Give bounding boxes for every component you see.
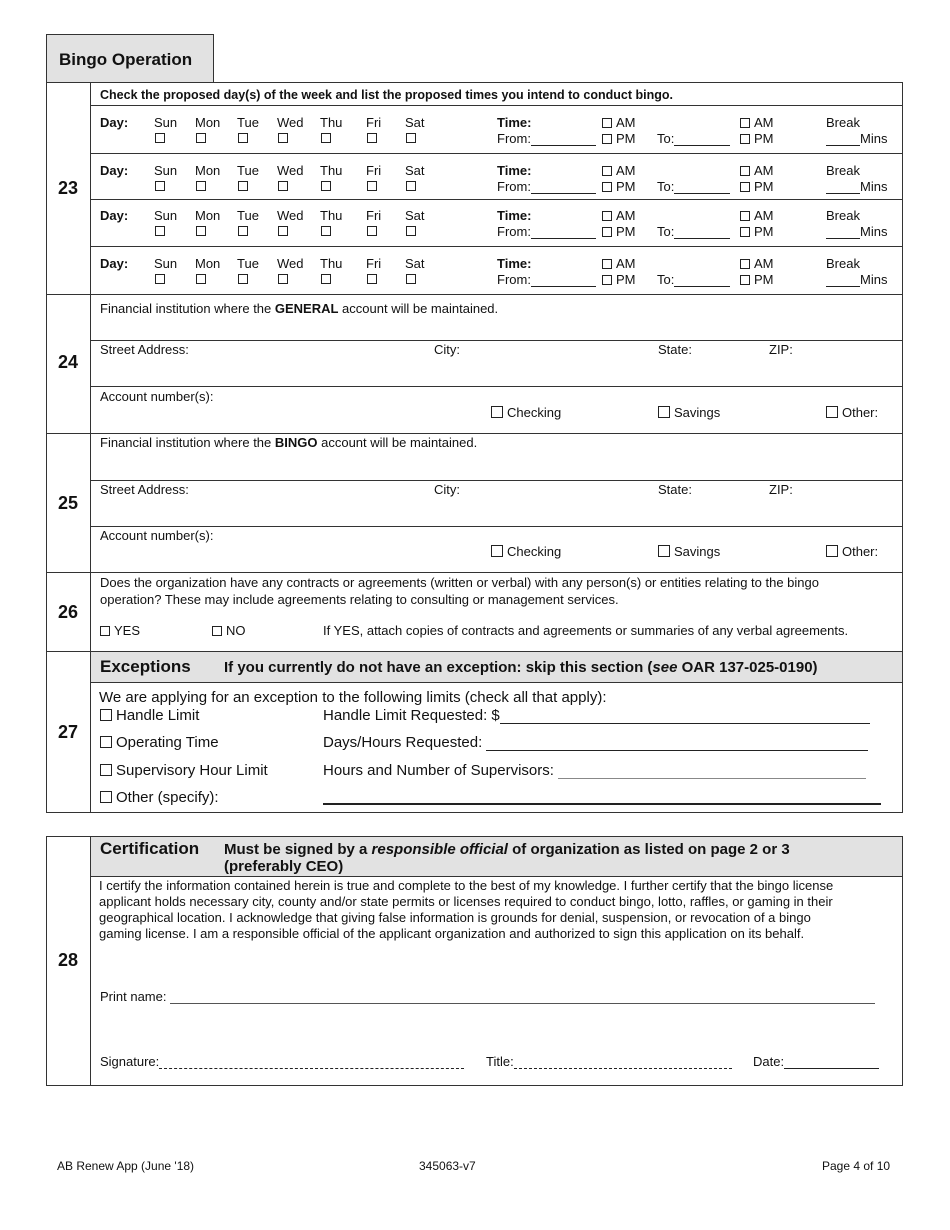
day-option[interactable] [277, 115, 304, 145]
day-name: Thu [320, 256, 343, 271]
day-option[interactable] [366, 208, 381, 238]
day-name: Mon [195, 115, 221, 130]
to-field[interactable]: To: [657, 179, 730, 194]
footer-left: AB Renew App (June '18) [57, 1159, 195, 1173]
checkbox-icon[interactable] [740, 259, 750, 269]
s27-supervisory-limit[interactable]: Supervisory Hour Limit [100, 762, 268, 779]
day-name: Fri [366, 256, 382, 271]
s28-header-note-line2: (preferably CEO) [224, 858, 344, 875]
checkbox-icon[interactable] [740, 118, 750, 128]
s24-city-label: City: [434, 342, 460, 357]
day-option[interactable] [320, 163, 342, 193]
checkbox-icon[interactable] [826, 406, 838, 418]
s28-header-note: Must be signed by a responsible official of organization as listed on page 2 or 3 [224, 841, 790, 858]
to-am[interactable]: AM [740, 115, 774, 130]
day-name: Tue [237, 115, 259, 130]
footer-center: 345063-v7 [419, 1159, 476, 1173]
checkbox-icon[interactable] [406, 133, 416, 143]
day-name: Sat [405, 115, 425, 130]
checkbox-icon[interactable] [196, 181, 206, 191]
to-am[interactable]: AM [740, 256, 774, 271]
s27-handle-limit-field[interactable]: Handle Limit Requested: $ [323, 707, 870, 724]
time-label: Time: [497, 256, 532, 271]
checkbox-icon[interactable] [100, 626, 110, 636]
checkbox-icon[interactable] [196, 133, 206, 143]
s24-account-label: Account number(s): [100, 389, 214, 404]
checkbox-icon[interactable] [406, 274, 416, 284]
day-option[interactable] [405, 115, 425, 145]
s25-checking[interactable]: Checking [491, 544, 561, 559]
checkbox-icon[interactable] [238, 226, 248, 236]
day-label: Day: [100, 256, 129, 271]
day-option[interactable] [154, 208, 177, 238]
checkbox-icon[interactable] [238, 133, 248, 143]
day-option[interactable] [366, 115, 381, 145]
day-name: Mon [195, 256, 221, 271]
checkbox-icon[interactable] [406, 226, 416, 236]
day-name: Sun [154, 208, 178, 223]
checkbox-icon[interactable] [491, 406, 503, 418]
checkbox-icon[interactable] [278, 226, 288, 236]
checkbox-icon[interactable] [278, 274, 288, 284]
s25-street-label: Street Address: [100, 482, 189, 497]
s24-state-label: State: [658, 342, 692, 357]
day-name: Sat [405, 208, 425, 223]
s28-header: Certification [100, 839, 200, 858]
s25-other[interactable]: Other: [826, 544, 878, 559]
day-option[interactable] [154, 256, 177, 286]
day-name: Wed [277, 208, 304, 223]
s25-title: Financial institution where the BINGO account will be maintained. [100, 435, 478, 450]
checkbox-icon[interactable] [238, 274, 248, 284]
checkbox-icon[interactable] [367, 226, 377, 236]
day-name: Sun [154, 115, 178, 130]
checkbox-icon[interactable] [602, 182, 612, 192]
break-mins[interactable]: Mins [826, 179, 887, 194]
checkbox-icon[interactable] [740, 227, 750, 237]
s28-title[interactable]: Title: [486, 1054, 732, 1069]
day-option[interactable] [237, 256, 259, 286]
time-label: Time: [497, 163, 532, 178]
day-name: Tue [237, 208, 259, 223]
s27-other[interactable]: Other (specify): [100, 789, 219, 806]
checkbox-icon[interactable] [740, 211, 750, 221]
checkbox-icon[interactable] [155, 133, 165, 143]
checkbox-icon[interactable] [321, 226, 331, 236]
s25-zip-label: ZIP: [769, 482, 793, 497]
s24-number: 24 [57, 352, 79, 372]
s23-intro: Check the proposed day(s) of the week and list the proposed times you intend to conduct bingo. [100, 88, 673, 102]
checkbox-icon[interactable] [602, 227, 612, 237]
day-option[interactable] [195, 256, 220, 286]
s28-print-name[interactable]: Print name: [100, 989, 875, 1004]
day-option[interactable] [320, 208, 342, 238]
to-pm[interactable]: PM [740, 179, 774, 194]
day-name: Sat [405, 256, 425, 271]
day-label: Day: [100, 208, 129, 223]
time-label: Time: [497, 115, 532, 130]
day-name: Sun [154, 256, 178, 271]
from-am[interactable]: AM [602, 208, 636, 223]
s27-operating-time[interactable]: Operating Time [100, 734, 219, 751]
checkbox-icon[interactable] [602, 134, 612, 144]
checkbox-icon[interactable] [367, 181, 377, 191]
s24-title: Financial institution where the GENERAL account will be maintained. [100, 301, 499, 316]
checkbox-icon[interactable] [491, 545, 503, 557]
checkbox-icon[interactable] [406, 181, 416, 191]
s26-note: If YES, attach copies of contracts and agreements or summaries of any verbal agreements. [323, 623, 849, 638]
to-am[interactable]: AM [740, 208, 774, 223]
s26-no[interactable]: NO [212, 623, 246, 638]
break-mins[interactable]: Mins [826, 272, 887, 287]
checkbox-icon[interactable] [321, 181, 331, 191]
s23-number: 23 [57, 178, 79, 198]
day-option[interactable] [195, 163, 220, 193]
checkbox-icon[interactable] [278, 181, 288, 191]
s28-body-line4: gaming license. I am a responsible official of the applicant organization and authorized to sign this application on its behalf. [99, 926, 805, 941]
day-name: Thu [320, 208, 343, 223]
to-field[interactable]: To: [657, 224, 730, 239]
checkbox-icon[interactable] [740, 134, 750, 144]
day-option[interactable] [195, 115, 220, 145]
break-label: Break [826, 163, 860, 178]
s27-supervisory-field[interactable]: Hours and Number of Supervisors: [323, 762, 866, 779]
from-field[interactable]: From: [497, 224, 596, 239]
s25-state-label: State: [658, 482, 692, 497]
to-pm[interactable]: PM [740, 272, 774, 287]
checkbox-icon[interactable] [321, 274, 331, 284]
checkbox-icon[interactable] [367, 274, 377, 284]
day-name: Mon [195, 208, 221, 223]
day-label: Day: [100, 163, 129, 178]
day-name: Fri [366, 208, 382, 223]
checkbox-icon[interactable] [155, 226, 165, 236]
checkbox-icon[interactable] [740, 166, 750, 176]
from-pm[interactable]: PM [602, 272, 636, 287]
s27-other-field[interactable] [323, 803, 881, 805]
day-name: Tue [237, 256, 259, 271]
from-pm[interactable]: PM [602, 179, 636, 194]
day-option[interactable] [320, 256, 342, 286]
s24-savings[interactable]: Savings [658, 405, 720, 420]
to-am[interactable]: AM [740, 163, 774, 178]
day-option[interactable] [366, 256, 381, 286]
checkbox-icon[interactable] [658, 406, 670, 418]
checkbox-icon[interactable] [602, 211, 612, 221]
checkbox-icon[interactable] [155, 274, 165, 284]
day-name: Sun [154, 163, 178, 178]
from-field[interactable]: From: [497, 272, 596, 287]
day-name: Thu [320, 163, 343, 178]
day-label: Day: [100, 115, 129, 130]
day-option[interactable] [405, 163, 425, 193]
day-option[interactable] [195, 208, 220, 238]
checkbox-icon[interactable] [367, 133, 377, 143]
s28-body-line1: I certify the information contained herein is true and complete to the best of my knowledge. I further certify that the bingo license [99, 878, 834, 893]
s26-yes[interactable]: YES [100, 623, 140, 638]
to-field[interactable]: To: [657, 272, 730, 287]
day-name: Fri [366, 115, 382, 130]
time-label: Time: [497, 208, 532, 223]
checkbox-icon[interactable] [238, 181, 248, 191]
section-tab-label: Bingo Operation [59, 50, 193, 69]
checkbox-icon[interactable] [100, 791, 112, 803]
day-name: Wed [277, 163, 304, 178]
checkbox-icon[interactable] [100, 764, 112, 776]
from-field[interactable]: From: [497, 131, 596, 146]
s25-savings[interactable]: Savings [658, 544, 720, 559]
day-name: Thu [320, 115, 343, 130]
s26-question-line1: Does the organization have any contracts or agreements (written or verbal) with any person(s) or entities relating to the bingo [100, 575, 819, 590]
s28-number: 28 [57, 950, 79, 970]
s24-other[interactable]: Other: [826, 405, 878, 420]
checkbox-icon[interactable] [602, 275, 612, 285]
s24-zip-label: ZIP: [769, 342, 793, 357]
s24-checking[interactable]: Checking [491, 405, 561, 420]
day-option[interactable] [405, 208, 425, 238]
s26-question-line2: operation? These may include agreements relating to consulting or management services. [100, 592, 619, 607]
day-option[interactable] [154, 163, 177, 193]
day-option[interactable] [154, 115, 177, 145]
day-name: Sat [405, 163, 425, 178]
day-name: Wed [277, 115, 304, 130]
day-name: Fri [366, 163, 382, 178]
day-name: Wed [277, 256, 304, 271]
checkbox-icon[interactable] [212, 626, 222, 636]
s28-date[interactable]: Date: [753, 1054, 879, 1069]
s27-header-note: If you currently do not have an exception: skip this section (see OAR 137-025-0190) [224, 659, 818, 676]
day-name: Tue [237, 163, 259, 178]
section-tab [46, 34, 214, 82]
day-name: Mon [195, 163, 221, 178]
checkbox-icon[interactable] [602, 259, 612, 269]
footer-right: Page 4 of 10 [822, 1159, 891, 1173]
checkbox-icon[interactable] [602, 118, 612, 128]
s25-number: 25 [57, 493, 79, 513]
checkbox-icon[interactable] [658, 545, 670, 557]
day-option[interactable] [277, 163, 304, 193]
break-label: Break [826, 208, 860, 223]
from-am[interactable]: AM [602, 163, 636, 178]
checkbox-icon[interactable] [155, 181, 165, 191]
checkbox-icon[interactable] [740, 275, 750, 285]
break-mins[interactable]: Mins [826, 224, 887, 239]
day-option[interactable] [237, 208, 259, 238]
s25-account-label: Account number(s): [100, 528, 214, 543]
checkbox-icon[interactable] [100, 709, 112, 721]
s27-intro: We are applying for an exception to the following limits (check all that apply): [99, 689, 607, 706]
to-pm[interactable]: PM [740, 224, 774, 239]
s27-handle-limit[interactable]: Handle Limit [100, 707, 199, 724]
checkbox-icon[interactable] [740, 182, 750, 192]
break-label: Break [826, 115, 860, 130]
day-option[interactable] [277, 208, 304, 238]
s27-number: 27 [57, 722, 79, 742]
from-pm[interactable]: PM [602, 224, 636, 239]
from-am[interactable]: AM [602, 256, 636, 271]
from-pm[interactable]: PM [602, 131, 636, 146]
s27-header: Exceptions [100, 657, 191, 676]
s28-body-line2: applicant holds necessary city, county and/or state permits or licenses required to conduct bingo, lotto, raffles, or gaming in their [99, 894, 833, 909]
day-option[interactable] [320, 115, 342, 145]
day-option[interactable] [277, 256, 304, 286]
day-option[interactable] [366, 163, 381, 193]
from-field[interactable]: From: [497, 179, 596, 194]
break-mins[interactable]: Mins [826, 131, 887, 146]
day-option[interactable] [405, 256, 425, 286]
to-pm[interactable]: PM [740, 131, 774, 146]
s28-body-line3: geographical location. I acknowledge that giving false information is grounds for denial, suspension, or revocation of a bingo [99, 910, 811, 925]
s26-number: 26 [57, 602, 79, 622]
checkbox-icon[interactable] [602, 166, 612, 176]
s24-street-label: Street Address: [100, 342, 189, 357]
checkbox-icon[interactable] [826, 545, 838, 557]
from-am[interactable]: AM [602, 115, 636, 130]
s25-city-label: City: [434, 482, 460, 497]
checkbox-icon[interactable] [321, 133, 331, 143]
s27-operating-time-field[interactable]: Days/Hours Requested: [323, 734, 868, 751]
checkbox-icon[interactable] [196, 274, 206, 284]
checkbox-icon[interactable] [100, 736, 112, 748]
break-label: Break [826, 256, 860, 271]
day-option[interactable] [237, 163, 259, 193]
checkbox-icon[interactable] [278, 133, 288, 143]
checkbox-icon[interactable] [196, 226, 206, 236]
s28-signature[interactable]: Signature: [100, 1054, 464, 1069]
to-field[interactable]: To: [657, 131, 730, 146]
day-option[interactable] [237, 115, 259, 145]
